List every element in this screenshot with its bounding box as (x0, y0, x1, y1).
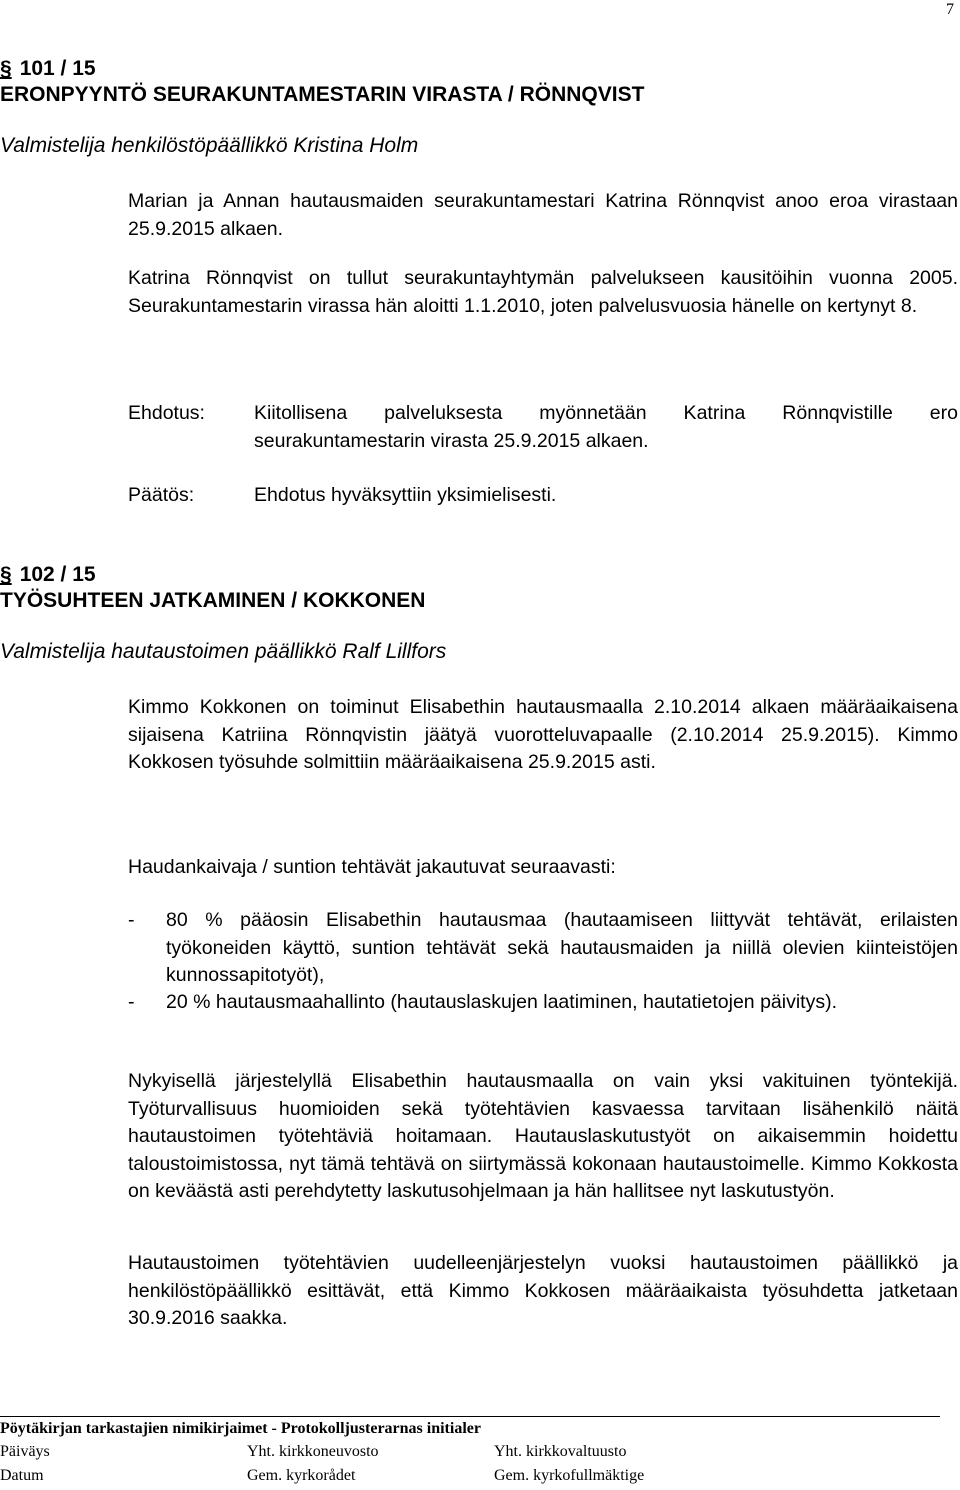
paragraph: Kimmo Kokkonen on toiminut Elisabethin hautausmaalla 2.10.2014 alkaen määräaikaisena sijaisena Katriina Rönnqvistin jäätyä vuorotteluvapaalle (2.10.2014 25.9.2015). Kimmo Kokkosen työsuhde solmittiin määräaikaisena 25.9.2015 asti. (128, 696, 958, 773)
proposal-text: Kiitollisena palveluksesta myönnetään Katrina Rönnqvistille ero seurakuntamestarin virasta 25.9.2015 alkaen. (254, 402, 958, 452)
footer-divider (0, 1416, 940, 1417)
footer-title: Pöytäkirjan tarkastajien nimikirjaimet - Protokolljusterarnas initialer (0, 1420, 481, 1437)
proposal-label: Ehdotus: (128, 402, 205, 424)
section-number (0, 562, 96, 588)
preparer-line: Valmistelija henkilöstöpäällikkö Kristina Holm (0, 134, 419, 157)
paragraph: Katrina Rönnqvist on tullut seurakuntayhtymän palvelukseen kausitöihin vuonna 2005. Seurakuntamestarin virassa hän aloitti 1.1.2010, joten palvelusvuosia hänelle on kertynyt 8. (128, 267, 958, 317)
section-title: ERONPYYNTÖ SEURAKUNTAMESTARIN VIRASTA / RÖNNQVIST (0, 83, 645, 106)
decision-text: Ehdotus hyväksyttiin yksimielisesti. (254, 484, 557, 506)
section-number-text: 102 / 15 (19, 563, 96, 586)
paragraph-sign: § (0, 563, 12, 586)
footer-cell: Gem. kyrkofullmäktige (494, 1467, 645, 1484)
section-number (0, 56, 96, 82)
page-number: 7 (946, 1, 954, 18)
preparer-line: Valmistelija hautaustoimen päällikkö Ralf Lillfors (0, 640, 447, 663)
list-item-text: 80 % pääosin Elisabethin hautausmaa (hautaamiseen liittyvät tehtävät, erilaisten työkoneiden käyttö, suntion tehtävät sekä hautausmaiden ja niillä olevien kiinteistöjen kunnossapitotyöt), (166, 909, 958, 986)
section-number-text: 101 / 15 (19, 57, 96, 80)
footer-cell: Yht. kirkkoneuvosto (247, 1443, 379, 1460)
section-title: TYÖSUHTEEN JATKAMINEN / KOKKONEN (0, 589, 426, 612)
paragraph-sign: § (0, 57, 12, 80)
list-intro: Haudankaivaja / suntion tehtävät jakautuvat seuraavasti: (128, 856, 616, 878)
footer-cell: Päiväys (0, 1443, 50, 1460)
footer-cell: Yht. kirkkovaltuusto (494, 1443, 627, 1460)
paragraph: Nykyisellä järjestelyllä Elisabethin hautausmaalla on vain yksi vakituinen työntekijä. Työturvallisuus huomioiden sekä työtehtävien kasvaessa tarvitaan lisähenkilö näitä hautaustoimen työtehtäviä hoitamaan. Hautauslaskutustyöt on aikaisemmin hoidettu taloustoimistossa, nyt tämä tehtävä on siirtymässä kokonaan hautaustoimelle. Kimmo Kokkosta on keväästä asti perehdytetty laskutusohjelmaan ja hän hallitsee nyt laskutustyön. (128, 1070, 958, 1202)
decision-label: Päätös: (128, 484, 195, 506)
footer-cell: Datum (0, 1467, 44, 1484)
list-item-text: 20 % hautausmaahallinto (hautauslaskujen laatiminen, hautatietojen päivitys). (166, 991, 837, 1013)
footer-cell: Gem. kyrkorådet (247, 1467, 356, 1484)
paragraph: Hautaustoimen työtehtävien uudelleenjärjestelyn vuoksi hautaustoimen päällikkö ja henkilöstöpäällikkö esittävät, että Kimmo Kokkosen määräaikaista työsuhdetta jatketaan 30.9.2016 saakka. (128, 1252, 958, 1329)
list-dash: - (128, 909, 135, 931)
list-dash: - (128, 991, 135, 1013)
paragraph: Marian ja Annan hautausmaiden seurakuntamestari Katrina Rönnqvist anoo eroa virastaan 25.9.2015 alkaen. (128, 190, 958, 240)
